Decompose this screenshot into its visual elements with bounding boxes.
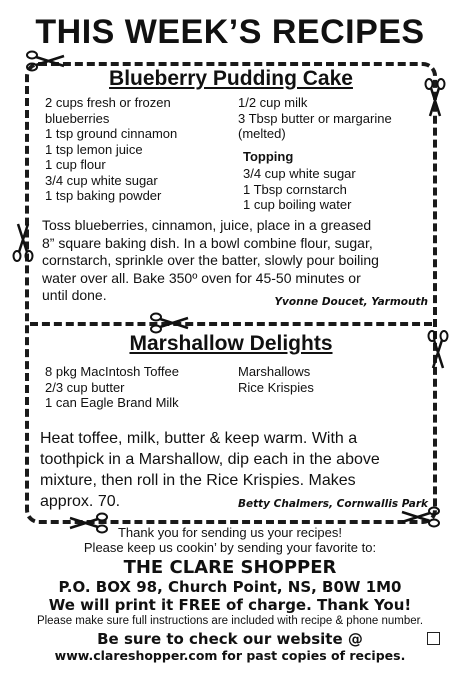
recipe-divider bbox=[30, 322, 432, 326]
ingredient-list bbox=[238, 95, 428, 142]
instruction-line: Toss blueberries, cinnamon, juice, place in a greased bbox=[42, 217, 372, 233]
topping-list bbox=[243, 166, 428, 213]
ingredient-item: 1 tsp ground cinnamon bbox=[45, 126, 178, 141]
top-cutoff-strip bbox=[0, 0, 460, 8]
instruction-line: Heat toffee, milk, butter & keep warm. With a bbox=[40, 430, 358, 447]
ingredient-item: (melted) bbox=[238, 126, 286, 141]
ingredient-list bbox=[45, 364, 235, 411]
ingredient-item: 1/2 cup milk bbox=[238, 95, 308, 110]
ingredient-item: 1 tsp baking powder bbox=[45, 188, 162, 203]
ingredient-item: 3/4 cup white sugar bbox=[45, 172, 158, 188]
ingredient-item: 1 tsp lemon juice bbox=[45, 141, 143, 157]
page-title: THIS WEEK’S RECIPES bbox=[35, 13, 425, 51]
instruction-line: toothpick in a Marshallow, dip each in the above bbox=[40, 451, 380, 468]
instruction-line: water over all. Bake 350º oven for 45-50 minutes or bbox=[42, 269, 361, 286]
recipe-credit: Yvonne Doucet, Yarmouth bbox=[274, 296, 428, 308]
scissors-icon bbox=[12, 222, 34, 262]
footer-publication-name: THE CLARE SHOPPER bbox=[123, 557, 337, 578]
ingredient-item: 2/3 cup butter bbox=[45, 379, 125, 395]
footer-website: www.clareshopper.com for past copies of recipes. bbox=[54, 648, 406, 663]
instruction-line: cornstarch, sprinkle over the batter, slowly pour boiling bbox=[42, 252, 379, 268]
instruction-line: approx. 70. bbox=[40, 493, 121, 510]
ingredient-item: 2 cups fresh or frozen bbox=[45, 95, 171, 110]
footer-address: P.O. BOX 98, Church Point, NS, B0W 1M0 bbox=[58, 578, 402, 596]
ingredient-item: Marshallows bbox=[238, 364, 311, 379]
ingredient-item: 3 Tbsp butter or margarine bbox=[238, 110, 392, 126]
ingredient-item: blueberries bbox=[45, 110, 110, 126]
recycle-logo bbox=[427, 632, 440, 645]
ingredient-item: Rice Krispies bbox=[238, 379, 314, 395]
instruction-line: mixture, then roll in the Rice Krispies. Makes bbox=[40, 472, 356, 489]
footer-thanks: Thank you for sending us your recipes! bbox=[117, 525, 342, 540]
ingredient-item: 1 can Eagle Brand Milk bbox=[45, 395, 179, 410]
instruction-line: 8” square baking dish. In a bowl combine flour, sugar, bbox=[42, 234, 373, 251]
footer-free: We will print it FREE of charge. Thank You! bbox=[48, 596, 412, 614]
footer-website-prompt: Be sure to check our website @ bbox=[97, 630, 363, 648]
recipe-title: Blueberry Pudding Cake bbox=[109, 67, 353, 90]
ingredient-item: 3/4 cup white sugar bbox=[243, 166, 356, 181]
recipe-instructions bbox=[42, 217, 434, 305]
footer-instructions: Please make sure full instructions are included with recipe & phone number. bbox=[36, 615, 424, 627]
ingredient-list bbox=[238, 364, 418, 395]
recipe-title: Marshallow Delights bbox=[129, 332, 333, 355]
ingredient-list bbox=[45, 95, 240, 204]
instruction-line: until done. bbox=[42, 287, 107, 303]
recipe-credit: Betty Chalmers, Cornwallis Park bbox=[238, 498, 428, 510]
ingredient-item: 8 pkg MacIntosh Toffee bbox=[45, 364, 179, 379]
ingredient-item: 1 Tbsp cornstarch bbox=[243, 181, 347, 197]
ingredient-item: 1 cup boiling water bbox=[243, 197, 352, 212]
ingredient-item: 1 cup flour bbox=[45, 157, 106, 172]
topping-heading: Topping bbox=[243, 149, 294, 164]
footer-please: Please keep us cookin’ by sending your favorite to: bbox=[83, 540, 377, 555]
